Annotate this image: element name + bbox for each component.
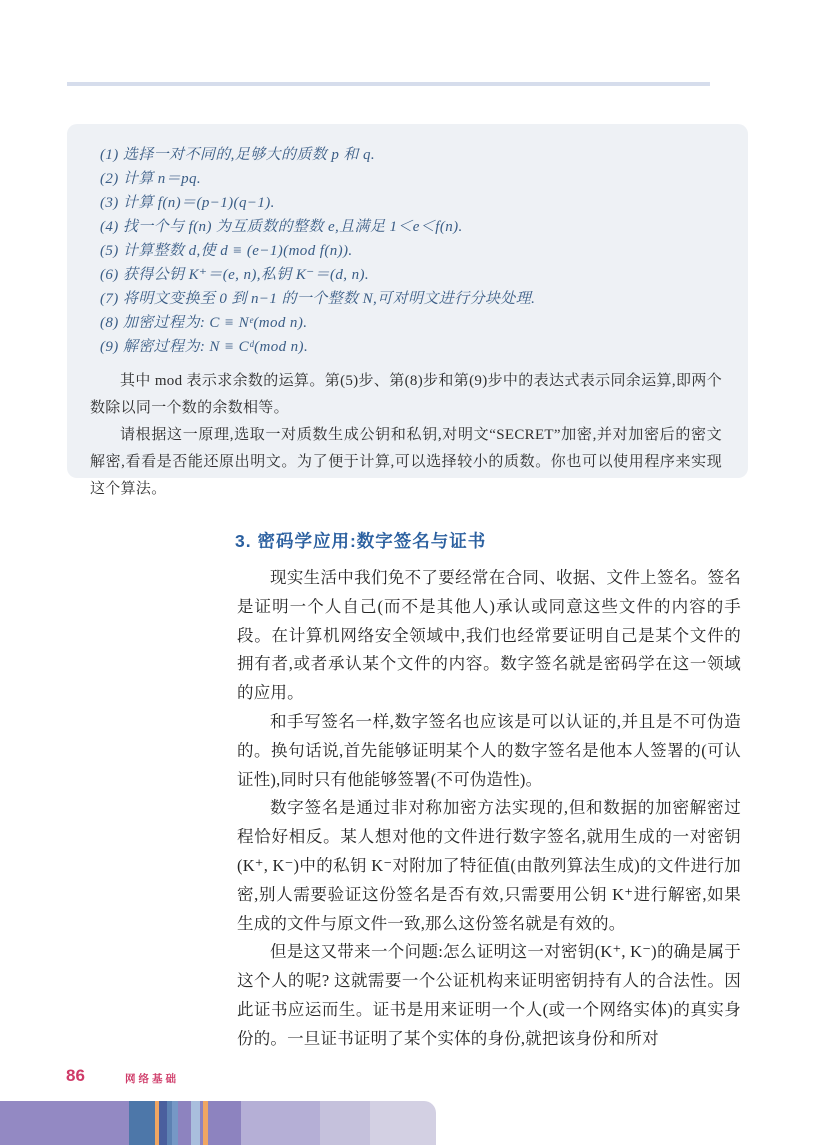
algorithm-box	[67, 124, 748, 497]
header-rule	[67, 82, 710, 86]
footer-decor-segment	[0, 1101, 129, 1145]
algorithm-steps	[90, 143, 722, 359]
footer-decor-segment	[129, 1101, 155, 1145]
box-note-paragraph: 请根据这一原理,选取一对质数生成公钥和私钥,对明文“SECRET”加密,并对加密后的密文解密,看看是否能还原出明文。为了便于计算,可以选择较小的质数。你也可以使用程序来实现这个算法。	[90, 427, 722, 497]
body-paragraph: 现实生活中我们免不了要经常在合同、收据、文件上签名。签名是证明一个人自己(而不是其他人)承认或同意这些文件的内容的手段。在计算机网络安全领域中,我们也经常要证明自己是某个文件的拥有者,或者承认某个文件的内容。数字签名就是密码学在这一领域的应用。	[237, 568, 741, 703]
footer-book-title: 网络基础	[125, 1073, 179, 1085]
page-number: 86	[66, 1066, 85, 1085]
footer-decor-segment	[191, 1101, 200, 1145]
footer-decor-segment	[241, 1101, 320, 1145]
footer-decor-segment	[370, 1101, 436, 1145]
algorithm-step-4: (4) 找一个与 f(n) 为互质数的整数 e,且满足 1＜e＜f(n).	[100, 219, 463, 235]
footer-decor-segment	[178, 1101, 191, 1145]
footer-decor-segment	[159, 1101, 167, 1145]
algorithm-step-2: (2) 计算 n＝pq.	[100, 171, 202, 187]
algorithm-step-3: (3) 计算 f(n)＝(p−1)(q−1).	[100, 195, 275, 211]
footer-decor-segment	[208, 1101, 241, 1145]
footer-decor-segment	[320, 1101, 370, 1145]
box-note-paragraph: 其中 mod 表示求余数的运算。第(5)步、第(8)步和第(9)步中的表达式表示同余运算,即两个数除以同一个数的余数相等。	[90, 373, 722, 416]
body-paragraph: 和手写签名一样,数字签名也应该是可以认证的,并且是不可伪造的。换句话说,首先能够证明某个人的数字签名是他本人签署的(可认证性),同时只有他能够签署(不可伪造性)。	[237, 711, 741, 789]
body-paragraph: 但是这又带来一个问题:怎么证明这一对密钥(K⁺, K⁻)的确是属于这个人的呢? 这就需要一个公证机构来证明密钥持有人的合法性。因此证书应运而生。证书是用来证明一个人(或一个网络实体)的真实身份的。一旦证书证明了某个实体的身份,就把该身份和所对	[237, 942, 741, 1048]
algorithm-notes	[90, 368, 722, 503]
body-text	[237, 564, 741, 1054]
algorithm-step-8: (8) 加密过程为: C ≡ Nᵉ(mod n).	[100, 315, 308, 331]
body-paragraph: 数字签名是通过非对称加密方法实现的,但和数据的加密解密过程恰好相反。某人想对他的文件进行数字签名,就用生成的一对密钥(K⁺, K⁻)中的私钥 K⁻对附加了特征值(由散列算法生成)的文件进行加密,别人需要验证这份签名是否有效,只需要用公钥 K⁺进行解密,如果生成的文件与原文件一致,那么这份签名就是有效的。	[237, 798, 741, 933]
algorithm-step-6: (6) 获得公钥 K⁺＝(e, n),私钥 K⁻＝(d, n).	[100, 267, 370, 283]
algorithm-step-5: (5) 计算整数 d,使 d ≡ (e−1)(mod f(n)).	[100, 243, 353, 259]
footer-decor-bar	[0, 1101, 436, 1145]
section-heading: 3. 密码学应用:数字签名与证书	[235, 531, 487, 551]
algorithm-step-7: (7) 将明文变换至 0 到 n−1 的一个整数 N,可对明文进行分块处理.	[100, 291, 536, 307]
algorithm-step-1: (1) 选择一对不同的,足够大的质数 p 和 q.	[100, 147, 375, 163]
algorithm-step-9: (9) 解密过程为: N ≡ Cᵈ(mod n).	[100, 339, 309, 355]
